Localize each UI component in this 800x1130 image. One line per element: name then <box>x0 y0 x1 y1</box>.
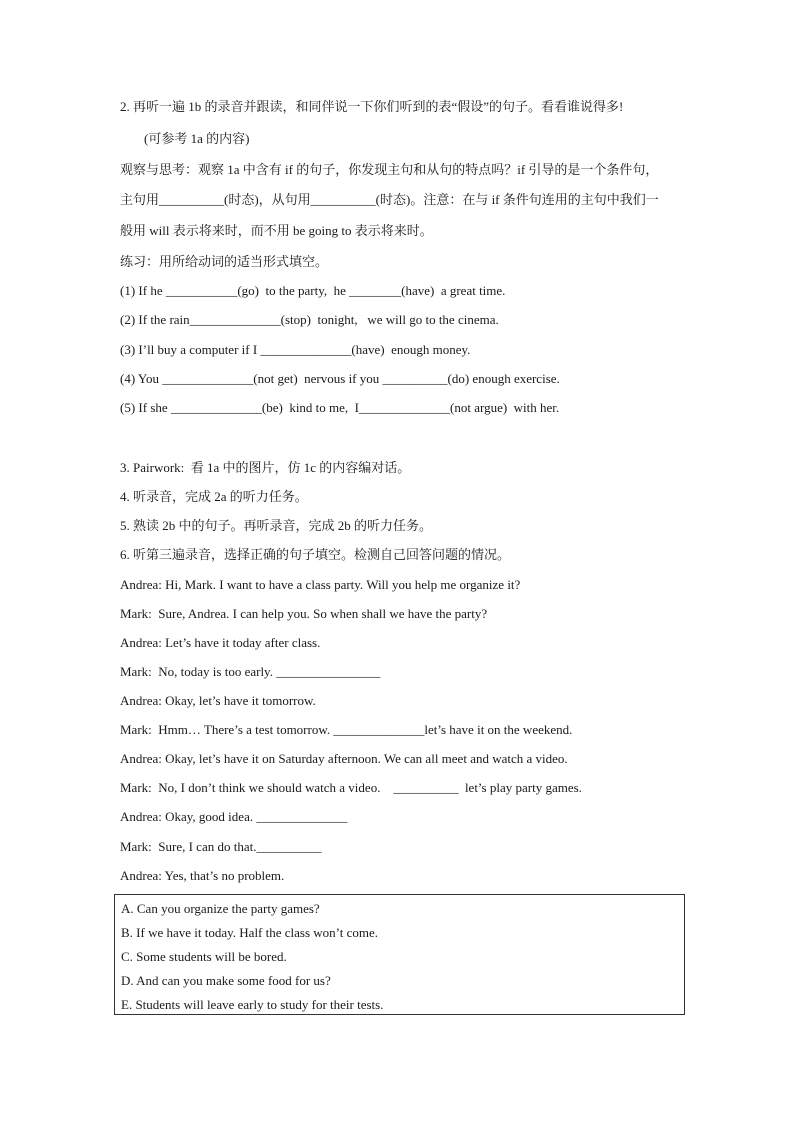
task-5: 5. 熟读 2b 中的句子。再听录音，完成 2b 的听力任务。 <box>120 518 433 533</box>
exercise-title: 练习：用所给动词的适当形式填空。 <box>120 254 329 269</box>
options-box <box>114 894 685 1015</box>
dialogue-line: Andrea: Hi, Mark. I want to have a class party. Will you help me organize it? <box>120 577 521 592</box>
task-4: 4. 听录音，完成 2a 的听力任务。 <box>120 489 308 504</box>
exercise-item: (2) If the rain______________(stop) tonight, we will go to the cinema. <box>120 312 499 327</box>
exercise-item: (4) You ______________(not get) nervous if you __________(do) enough exercise. <box>120 371 560 386</box>
dialogue-line: Mark: Sure, I can do that.__________ <box>120 839 322 854</box>
dialogue-line: Mark: No, today is too early. ________________ <box>120 664 381 679</box>
dialogue-line: Mark: Sure, Andrea. I can help you. So when shall we have the party? <box>120 606 488 621</box>
dialogue-line: Andrea: Okay, let’s have it tomorrow. <box>120 693 316 708</box>
observe-line-2: 主句用__________(时态)，从句用__________(时态)。注意：在与 if 条件句连用的主句中我们一 <box>120 192 659 207</box>
dialogue-line: Andrea: Let’s have it today after class. <box>120 635 321 650</box>
task-6: 6. 听第三遍录音，选择正确的句子填空。检测自己回答问题的情况。 <box>120 547 511 562</box>
observe-line-3: 般用 will 表示将来时，而不用 be going to 表示将来时。 <box>120 223 433 238</box>
section-2-title: 2. 再听一遍 1b 的录音并跟读，和同伴说一下你们听到的表“假设”的句子。看看谁说得多! <box>120 99 624 114</box>
exercise-item: (1) If he ___________(go) to the party, he ________(have) a great time. <box>120 283 506 298</box>
exercise-item: (3) I’ll buy a computer if I ______________(have) enough money. <box>120 342 471 357</box>
option-item: E. Students will leave early to study for their tests. <box>121 997 384 1012</box>
option-item: D. And can you make some food for us? <box>121 973 331 988</box>
dialogue-line: Andrea: Okay, good idea. ______________ <box>120 809 348 824</box>
observe-line-1: 观察与思考：观察 1a 中含有 if 的句子，你发现主句和从句的特点吗？if 引导的是一个条件句， <box>120 162 659 177</box>
section-2-note: (可参考 1a 的内容) <box>144 131 250 146</box>
task-3: 3. Pairwork: 看 1a 中的图片，仿 1c 的内容编对话。 <box>120 460 411 475</box>
option-item: B. If we have it today. Half the class won’t come. <box>121 925 379 940</box>
option-item: A. Can you organize the party games? <box>121 901 320 916</box>
option-item: C. Some students will be bored. <box>121 949 287 964</box>
dialogue-line: Mark: Hmm… There’s a test tomorrow. ______________let’s have it on the weekend. <box>120 722 573 737</box>
exercise-item: (5) If she ______________(be) kind to me, I______________(not argue) with her. <box>120 400 560 415</box>
dialogue-line: Mark: No, I don’t think we should watch a video. __________ let’s play party games. <box>120 780 582 795</box>
dialogue-line: Andrea: Yes, that’s no problem. <box>120 868 285 883</box>
dialogue-line: Andrea: Okay, let’s have it on Saturday afternoon. We can all meet and watch a video. <box>120 751 568 766</box>
